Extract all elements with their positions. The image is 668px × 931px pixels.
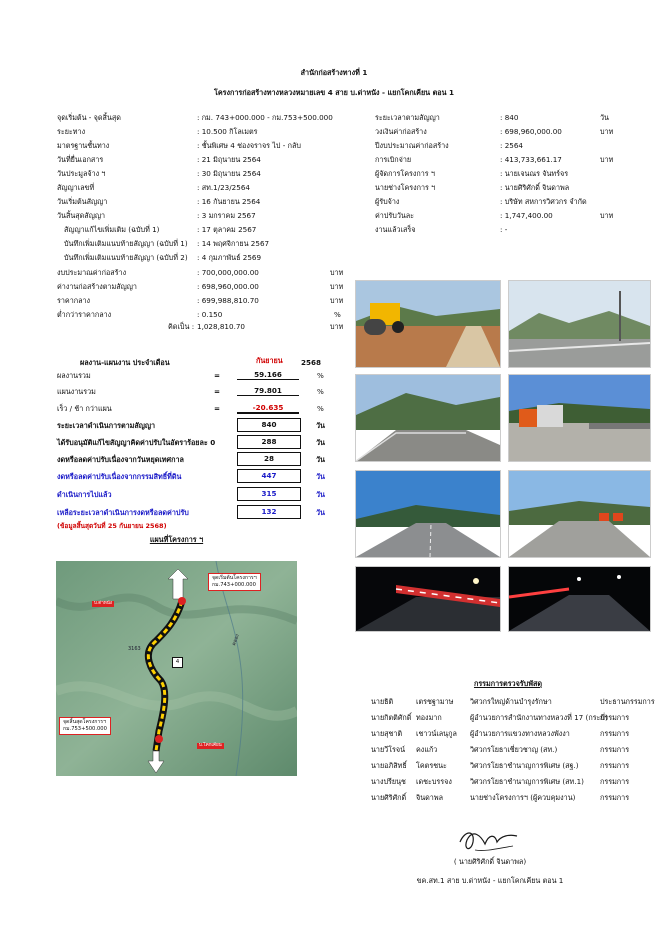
member-position-5: วิศวกรโยธาชำนาญการพิเศษ (สฐ.) — [470, 761, 579, 770]
member-last-1: เตรชฐามาษ — [416, 697, 454, 706]
rinfo-label-fine: ค่าปรับวันละ — [375, 211, 415, 220]
photo-concrete-pour — [508, 374, 651, 462]
progress-dash-actual: = — [214, 371, 221, 380]
map-tag-top: บ.ด่าหนัง — [94, 601, 112, 606]
member-role-1: ประธานกรรมการ — [600, 697, 655, 706]
rinfo-label-completion: งานแล้วเสร็จ — [375, 225, 416, 234]
member-position-2: ผู้อำนวยการสำนักงานทางหลวงที่ 17 (กระบี่) — [470, 713, 608, 722]
member-first-5: นายอภิสิทธิ์ — [371, 761, 407, 770]
days-value-approved: 288 — [237, 435, 301, 449]
progress-value-plan: 79.801 — [237, 386, 299, 396]
map-river: คลอง — [231, 633, 241, 647]
member-role-5: กรรมการ — [600, 761, 630, 770]
days-value-elapsed: 315 — [237, 487, 301, 501]
rinfo-unit-budget: บาท — [600, 127, 614, 136]
progress-label-diff: เร็ว / ช้า กว่าแผน — [57, 404, 112, 413]
member-role-4: กรรมการ — [600, 745, 630, 754]
info-value-contract-end: : 3 มกราคม 2567 — [197, 211, 256, 220]
budget-total-value: 1,028,810.70 — [197, 322, 246, 331]
project-title: โครงการก่อสร้างทางหลวงหมายเลข 4 สาย บ.ด่าหนัง - แยกโคกเคียน ตอน 1 — [213, 88, 454, 97]
rinfo-value-manager: : นายเจนณร จันทร์จร — [500, 169, 569, 178]
progress-dash-plan: = — [214, 387, 221, 396]
info-label-standard: มาตรฐานชั้นทาง — [57, 141, 110, 150]
member-last-5: โคตรชนะ — [416, 761, 447, 770]
budget-value-median: : 699,988,810.70 — [197, 296, 259, 305]
rinfo-value-fine: : 1,747,400.00 — [500, 211, 553, 220]
info-value-standard: : ชั้นพิเศษ 4 ช่องจราจร ไป - กลับ — [197, 141, 301, 150]
map-tag-bottom: บ.โคกเคียน — [199, 743, 222, 748]
double-underline — [237, 413, 299, 414]
progress-unit-diff: % — [317, 404, 324, 413]
days-label-holiday: งดหรือลดค่าปรับเนื่องจากวันหยุดเทศกาล — [57, 455, 184, 464]
map-start-callout — [208, 573, 261, 591]
photo-roller — [355, 280, 501, 368]
map-end-callout — [59, 717, 111, 735]
info-label-contract-end: วันสิ้นสุดสัญญา — [57, 211, 105, 220]
budget-total-label: คิดเป็น : — [168, 322, 195, 331]
member-last-7: จินดาพล — [416, 793, 443, 802]
signature-name: ( นายศิริศักดิ์ จินดาพล) — [453, 857, 527, 866]
budget-label-median: ราคากลาง — [57, 296, 91, 305]
member-first-4: นายวีโรจน์ — [371, 745, 406, 754]
days-value-land: 447 — [237, 469, 301, 483]
days-label-remaining: เหลือระยะเวลาดำเนินการงดหรือลดค่าปรับ — [57, 508, 189, 517]
budget-unit-median: บาท — [330, 296, 344, 305]
info-label-memo-2: บันทึกเพิ่มเติมแนบท้ายสัญญา (ฉบับที่ 2) — [64, 253, 188, 262]
map-route-no: 3163 — [128, 646, 141, 652]
days-label-contract: ระยะเวลาดำเนินการตามสัญญา — [57, 421, 156, 430]
rinfo-label-engineer: นายช่างโครงการ ฯ — [375, 183, 436, 192]
photo-road-signs — [508, 470, 651, 558]
photo-road-straight — [355, 470, 501, 558]
info-label-distance: ระยะทาง — [57, 127, 86, 136]
rinfo-label-budget: วงเงินค่าก่อสร้าง — [375, 127, 427, 136]
rinfo-label-contractor: ผู้รับจ้าง — [375, 197, 400, 206]
member-first-7: นายศิริศักดิ์ — [371, 793, 407, 802]
rinfo-value-fiscal-year: : 2564 — [500, 141, 523, 150]
budget-total-unit: บาท — [330, 322, 344, 331]
photo-night-road — [508, 566, 651, 632]
budget-value-below: : 0.150 — [197, 310, 223, 319]
info-value-bid-date: : 30 มิถุนายน 2564 — [197, 169, 261, 178]
member-last-4: คงแก้ว — [416, 745, 438, 754]
member-position-4: วิศวกรโยธาเชี่ยวชาญ (สท.) — [470, 745, 558, 754]
rinfo-label-fiscal-year: ปีงบประมาณค่าก่อสร้าง — [375, 141, 449, 150]
member-last-3: เชาวน์เลนุกูล — [416, 729, 457, 738]
progress-dash-diff: = — [214, 404, 221, 413]
map-highway-shield: 4 — [172, 657, 183, 668]
progress-note: (ข้อมูลสิ้นสุดวันที่ 25 กันยายน 2568) — [57, 522, 167, 530]
rinfo-unit-disbursement: บาท — [600, 155, 614, 164]
budget-value-total: : 700,000,000.00 — [197, 268, 259, 277]
days-unit-land: วัน — [316, 472, 325, 481]
member-position-1: วิศวกรใหญ่ด้านบำรุงรักษา — [470, 697, 552, 706]
info-label-doc-date: วันที่ยื่นเอกสาร — [57, 155, 104, 164]
budget-unit-contract: บาท — [330, 282, 344, 291]
info-label-start-end: จุดเริ่มต้น - จุดสิ้นสุด — [57, 113, 121, 122]
member-role-6: กรรมการ — [600, 777, 630, 786]
rinfo-unit-duration: วัน — [600, 113, 609, 122]
map-start-km: กม.743+000.000 — [212, 582, 256, 588]
member-last-2: ทองมาก — [416, 713, 442, 722]
signature-scribble — [455, 822, 525, 860]
info-value-distance: : 10.500 กิโลเมตร — [197, 127, 258, 136]
progress-value-diff: -20.635 — [237, 403, 299, 413]
signature-title: ขค.สท.1 สาย บ.ด่าหนัง - แยกโคกเคียน ตอน 1 — [416, 876, 564, 885]
photo-road-mountain — [508, 280, 651, 368]
member-role-3: กรรมการ — [600, 729, 630, 738]
member-role-7: กรรมการ — [600, 793, 630, 802]
rinfo-value-budget: : 698,960,000.00 — [500, 127, 562, 136]
rinfo-value-disbursement: : 413,733,661.17 — [500, 155, 562, 164]
info-value-contract-start: : 16 กันยายน 2564 — [197, 197, 261, 206]
member-position-3: ผู้อำนวยการแขวงทางหลวงพังงา — [470, 729, 570, 738]
rinfo-label-duration: ระยะเวลาตามสัญญา — [375, 113, 440, 122]
days-label-land: งดหรือลดค่าปรับเนื่องจากกรรมสิทธิ์ที่ดิน — [57, 472, 182, 481]
progress-label-plan: แผนงานรวม — [57, 387, 96, 396]
info-label-memo-1: บันทึกเพิ่มเติมแนบท้ายสัญญา (ฉบับที่ 1) — [64, 239, 188, 248]
progress-value-actual: 59.166 — [237, 370, 299, 380]
member-first-3: นายสุชาติ — [371, 729, 403, 738]
photo-road-curve — [355, 374, 501, 462]
budget-unit-total: บาท — [330, 268, 344, 277]
info-label-contract-no: สัญญาเลขที่ — [57, 183, 95, 192]
committee-title: กรรมการตรวจรับพัสดุ — [473, 679, 543, 688]
office-title: สำนักก่อสร้างทางที่ 1 — [300, 68, 368, 77]
info-label-amend-1: สัญญาแก้ไขเพิ่มเติม (ฉบับที่ 1) — [64, 225, 160, 234]
progress-label-actual: ผลงานรวม — [57, 371, 91, 380]
days-value-contract: 840 — [237, 418, 301, 432]
map-end-km: กม.753+500.000 — [63, 726, 107, 732]
project-map — [56, 561, 297, 776]
photo-night-barrier — [355, 566, 501, 632]
rinfo-label-disbursement: การเบิกจ่าย — [375, 155, 412, 164]
days-unit-remaining: วัน — [316, 508, 325, 517]
budget-label-total: งบประมาณค่าก่อสร้าง — [57, 268, 127, 277]
days-value-remaining: 132 — [237, 505, 301, 519]
info-value-doc-date: : 21 มิถุนายน 2564 — [197, 155, 261, 164]
map-end-label: จุดสิ้นสุดโครงการฯ — [63, 719, 106, 725]
rinfo-value-duration: : 840 — [500, 113, 519, 122]
rinfo-value-completion: : - — [500, 225, 508, 234]
rinfo-unit-fine: บาท — [600, 211, 614, 220]
info-value-contract-no: : สท.1/23/2564 — [197, 183, 250, 192]
member-position-7: นายช่างโครงการฯ (ผู้ควบคุมงาน) — [470, 793, 576, 802]
member-role-2: กรรมการ — [600, 713, 630, 722]
budget-value-contract: : 698,960,000.00 — [197, 282, 259, 291]
days-unit-holiday: วัน — [316, 455, 325, 464]
budget-label-contract: ค่างานก่อสร้างตามสัญญา — [57, 282, 137, 291]
rinfo-value-engineer: : นายศิริศักดิ์ จินดาพล — [500, 183, 570, 192]
member-first-2: นายกิตติศักดิ์ — [371, 713, 412, 722]
info-label-bid-date: วันประมูลจ้าง ฯ — [57, 169, 106, 178]
progress-unit-plan: % — [317, 387, 324, 396]
info-value-start-end: : กม. 743+000.000 - กม.753+500.000 — [197, 113, 333, 122]
info-value-memo-2: : 4 กุมภาพันธ์ 2569 — [197, 253, 262, 262]
info-value-memo-1: : 14 พฤศจิกายน 2567 — [197, 239, 270, 248]
member-last-6: เดชะบรรจง — [416, 777, 452, 786]
rinfo-label-manager: ผู้จัดการโครงการ ฯ — [375, 169, 435, 178]
rinfo-value-contractor: : บริษัท สหการวิศวกร จำกัด — [500, 197, 587, 206]
member-first-6: นางปรียนุช — [371, 777, 406, 786]
days-label-elapsed: ดำเนินการไปแล้ว — [57, 490, 112, 499]
budget-unit-below: % — [334, 310, 341, 319]
info-label-contract-start: วันเริ่มต้นสัญญา — [57, 197, 108, 206]
info-value-amend-1: : 17 ตุลาคม 2567 — [197, 225, 257, 234]
budget-label-below: ต่ำกว่าราคากลาง — [57, 310, 112, 319]
progress-unit-actual: % — [317, 371, 324, 380]
days-unit-approved: วัน — [316, 438, 325, 447]
progress-year: 2568 — [301, 358, 322, 367]
progress-title: ผลงาน-แผนงาน ประจำเดือน — [80, 358, 170, 367]
days-unit-contract: วัน — [316, 421, 325, 430]
progress-month: กันยายน — [256, 356, 283, 365]
days-label-approved: ได้รับอนุมัติแก้ไขสัญญาคิดค่าปรับในอัตราร้อยละ 0 — [57, 438, 216, 447]
days-value-holiday: 28 — [237, 452, 301, 466]
map-terrain — [56, 561, 297, 776]
map-title: แผนที่โครงการ ฯ — [149, 535, 204, 544]
days-unit-elapsed: วัน — [316, 490, 325, 499]
member-first-1: นายธิติ — [371, 697, 394, 706]
member-position-6: วิศวกรโยธาชำนาญการพิเศษ (สท.1) — [470, 777, 584, 786]
map-start-label: จุดเริ่มต้นโครงการฯ — [212, 575, 257, 581]
